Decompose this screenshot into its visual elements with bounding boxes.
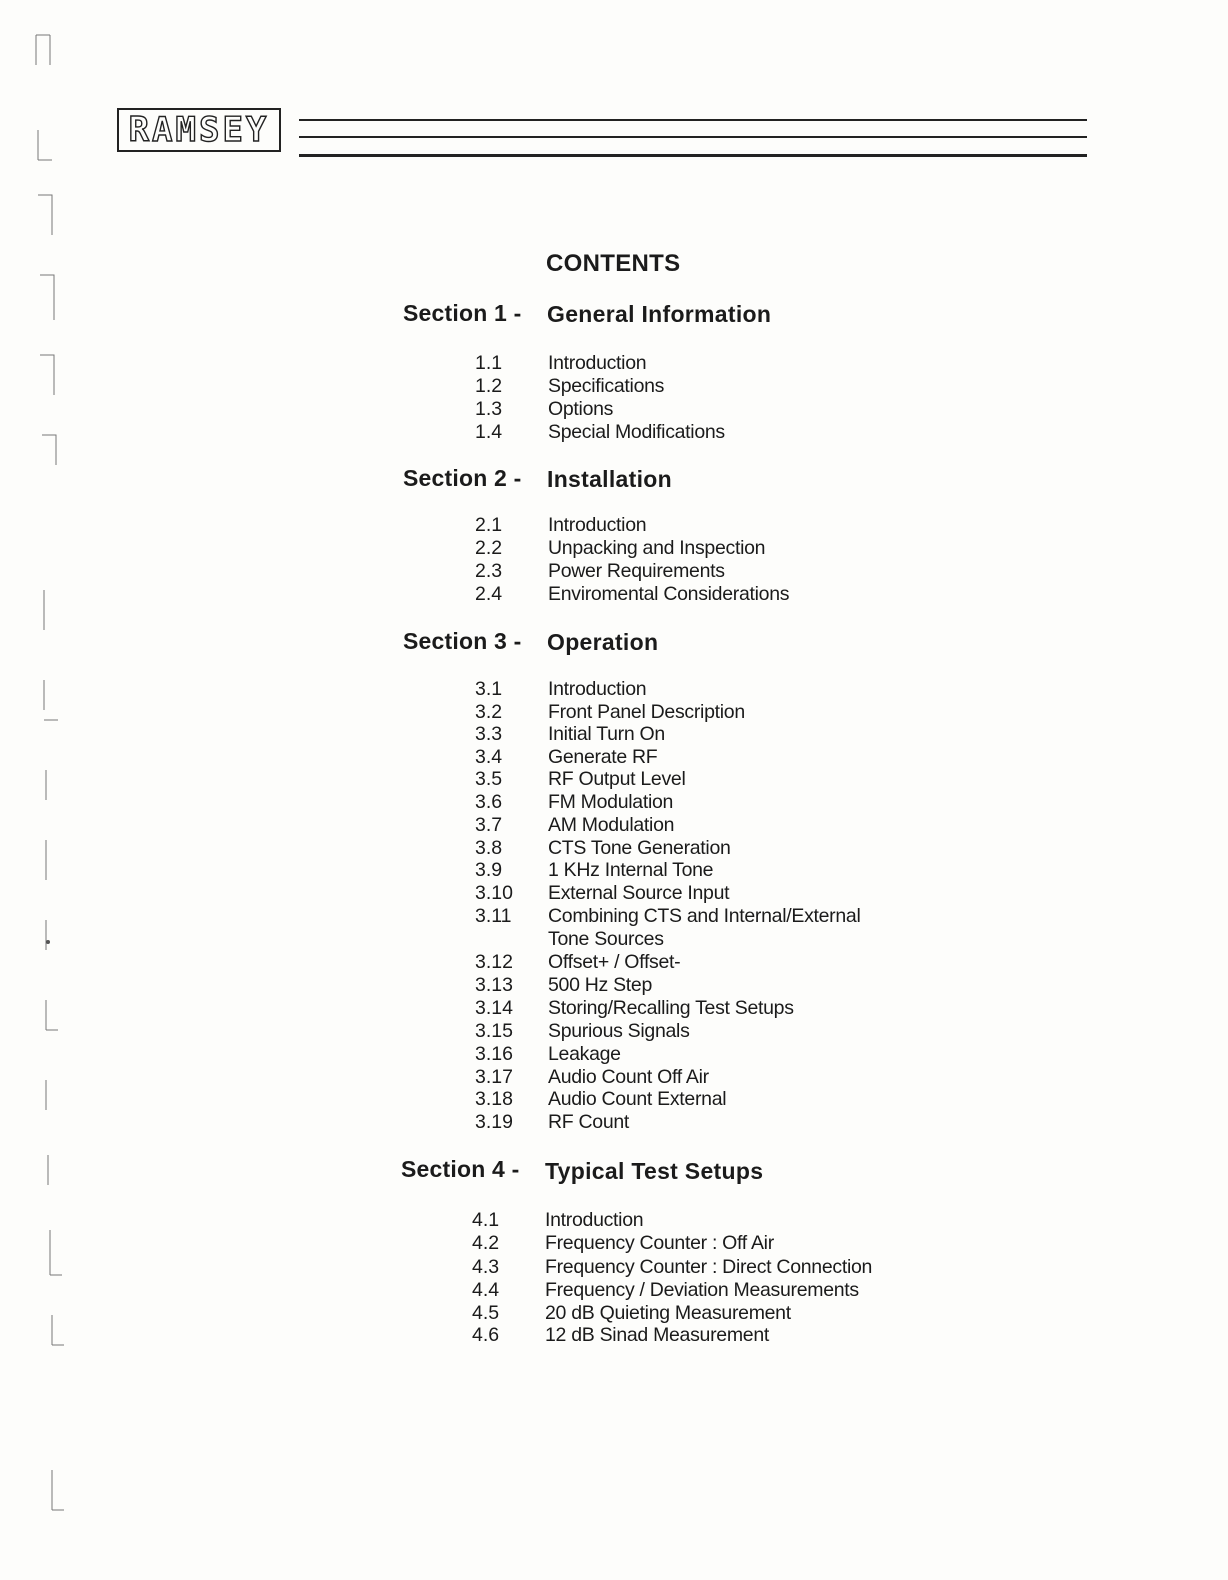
entry-title: Frequency Counter : Off Air — [545, 1232, 774, 1254]
entry-title: Frequency / Deviation Measurements — [545, 1279, 859, 1301]
entry-title: Audio Count Off Air — [548, 1066, 709, 1088]
entry-number: 4.5 — [472, 1302, 500, 1324]
entry-number: 3.4 — [475, 746, 503, 768]
entry-number: 1.2 — [475, 375, 503, 397]
section-label: Section 3 - — [403, 628, 522, 654]
entry-number: 3.7 — [475, 814, 503, 836]
entry-number: 3.5 — [475, 768, 503, 790]
entry-title: Storing/Recalling Test Setups — [548, 997, 794, 1019]
logo-text: RAMSEY — [128, 110, 270, 150]
entry-title: Offset+ / Offset- — [548, 951, 681, 973]
entry-title: Introduction — [548, 352, 647, 374]
entry-title: RF Count — [548, 1111, 630, 1133]
entry-number: 3.3 — [475, 723, 503, 745]
entry-title: Frequency Counter : Direct Connection — [545, 1256, 873, 1278]
entry-title: External Source Input — [548, 882, 730, 904]
entry-title: Audio Count External — [548, 1088, 727, 1110]
entry-number: 3.19 — [475, 1111, 513, 1133]
entry-title: 500 Hz Step — [548, 974, 653, 996]
entry-title: Specifications — [548, 375, 665, 397]
section-title: Installation — [547, 466, 673, 492]
entry-title: Introduction — [548, 514, 647, 536]
entry-number: 3.14 — [475, 997, 513, 1019]
entry-title: Combining CTS and Internal/External — [548, 905, 861, 927]
entry-title: Front Panel Description — [548, 701, 745, 723]
entry-number: 3.9 — [475, 859, 503, 881]
entry-number: 4.6 — [472, 1324, 500, 1346]
entry-number: 3.10 — [475, 882, 513, 904]
contents-heading: CONTENTS — [546, 250, 681, 277]
entry-title: Options — [548, 398, 614, 420]
entry-title: Unpacking and Inspection — [548, 537, 766, 559]
entry-number: 4.4 — [472, 1279, 500, 1301]
entry-title: Introduction — [548, 678, 647, 700]
entry-number: 3.2 — [475, 701, 503, 723]
entry-number: 2.3 — [475, 560, 503, 582]
entry-title: Initial Turn On — [548, 723, 665, 745]
entry-number: 2.2 — [475, 537, 503, 559]
entry-title: FM Modulation — [548, 791, 674, 813]
entry-title: 1 KHz Internal Tone — [548, 859, 714, 881]
entry-number: 3.11 — [475, 905, 512, 927]
entry-title: Special Modifications — [548, 421, 725, 443]
entry-number: 4.1 — [472, 1209, 500, 1231]
entry-title: Leakage — [548, 1043, 621, 1065]
section-title: General Information — [547, 301, 772, 327]
entry-number: 3.16 — [475, 1043, 513, 1065]
entry-title: Spurious Signals — [548, 1020, 690, 1042]
entry-title: Enviromental Considerations — [548, 583, 790, 605]
entry-number: 2.1 — [475, 514, 503, 536]
section-label: Section 2 - — [403, 465, 522, 491]
section-title: Typical Test Setups — [545, 1158, 764, 1184]
entry-title: RF Output Level — [548, 768, 686, 790]
entry-number: 4.2 — [472, 1232, 500, 1254]
entry-title: 12 dB Sinad Measurement — [545, 1324, 769, 1346]
entry-number: 2.4 — [475, 583, 503, 605]
entry-title: CTS Tone Generation — [548, 837, 731, 859]
entry-number: 4.3 — [472, 1256, 500, 1278]
entry-number: 3.8 — [475, 837, 503, 859]
entry-number: 1.1 — [475, 352, 503, 374]
entry-title: Generate RF — [548, 746, 658, 768]
entry-number: 3.12 — [475, 951, 513, 973]
section-title: Operation — [547, 629, 659, 655]
entry-number: 3.1 — [475, 678, 503, 700]
entry-number: 3.13 — [475, 974, 513, 996]
section-label: Section 1 - — [403, 300, 522, 326]
entry-number: 3.6 — [475, 791, 503, 813]
entry-title: Tone Sources — [548, 928, 664, 950]
entry-number: 3.18 — [475, 1088, 513, 1110]
section-label: Section 4 - — [401, 1156, 520, 1182]
entry-number: 3.17 — [475, 1066, 513, 1088]
entry-title: Introduction — [545, 1209, 644, 1231]
entry-number: 1.3 — [475, 398, 503, 420]
entry-number: 1.4 — [475, 421, 503, 443]
entry-number: 3.15 — [475, 1020, 513, 1042]
entry-title: Power Requirements — [548, 560, 725, 582]
entry-title: AM Modulation — [548, 814, 675, 836]
entry-title: 20 dB Quieting Measurement — [545, 1302, 791, 1324]
